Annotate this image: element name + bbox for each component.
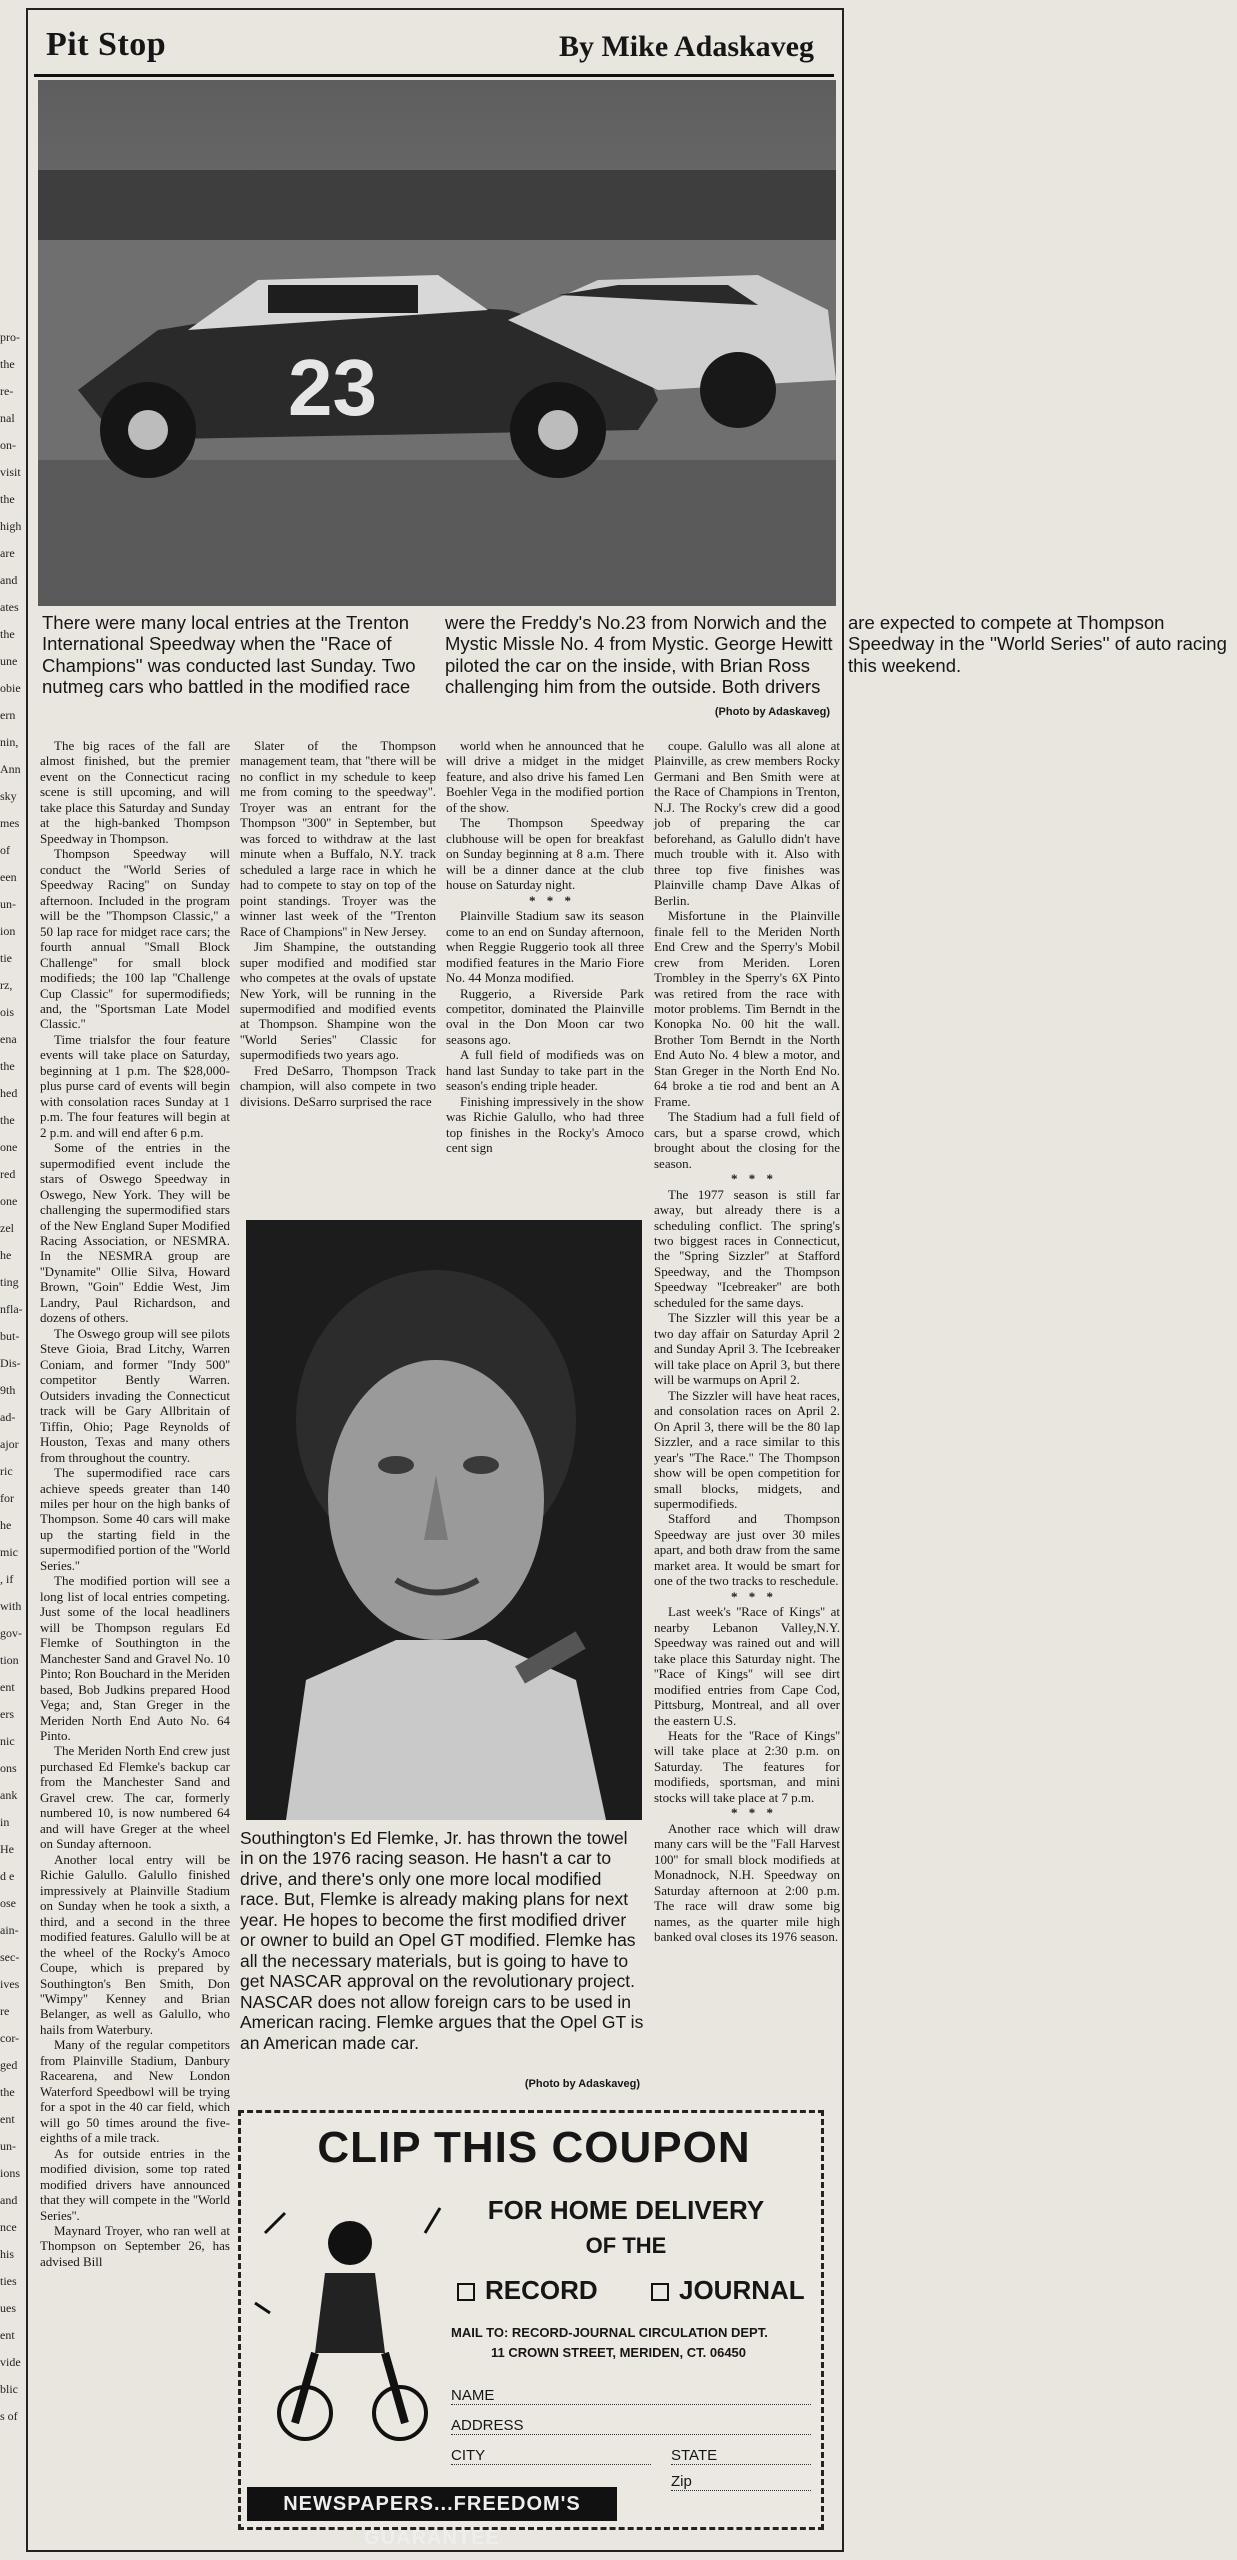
zip-field[interactable] [671,2473,811,2491]
state-label: STATE [671,2447,718,2464]
paragraph: Fred DeSarro, Thompson Track champion, will also compete in two divisions. DeSarro surprised the race [240,1062,436,1109]
fragment-word: un- [0,2139,16,2153]
fragment-word: nin, [0,735,19,749]
paragraph: The Sizzler will have heat races, and consolation races on April 2. On April 3, there will be the 80 lap Sizzler, and a race similar to this year's ''The Race.'' The Thompson show will be open competition for small blocks, midgets, and supermodifieds. [654,1387,840,1511]
paragraph: Slater of the Thompson management team, that ''there will be no conflict in my schedule to keep me from coming to the speedway''. Troyer was an entrant for the Thompson ''300'' in September, but was forced to withdraw at the last minute when a Buffalo, N.Y. track scheduled a large race in which he had to compete to stay on top of the point standings. Troyer was the winner last week of the ''Trenton Race of Champions'' in New Jersey. [240,738,436,939]
fragment-word: Dis- [0,1356,21,1370]
fragment-word: the [0,492,15,506]
fragment-word: ons [0,1761,17,1775]
paragraph: world when he announced that he will drive a midget in the midget feature, and also drive his famed Len Boehler Vega in the modified portion of the show. [446,738,644,815]
fragment-word: gov- [0,1626,22,1640]
fragment-word: ties [0,2274,17,2288]
fragment-word: une [0,654,18,668]
name-field[interactable] [451,2387,811,2405]
paragraph: Thompson Speedway will conduct the ''World Series of Speedway Racing'' on Sunday afternoon. Included in the program will be the ''Thompson Classic,'' a 50 lap race for midget race cars; the fourth annual ''Small Block Challenge'' for small block modifieds; the 100 lap ''Challenge Cup Classic'' for supermodifieds; and, the ''Sportsman Late Model Classic.'' [40,846,230,1032]
record-option[interactable] [457,2275,598,2306]
fragment-word: ena [0,1032,17,1046]
fragment-word: in [0,1815,10,1829]
fragment-word: tion [0,1653,19,1667]
section-divider: * * * [731,1805,777,1821]
paragraph: The Stadium had a full field of cars, but a sparse crowd, which brought about the closing for the season. [654,1109,840,1171]
mail-to-line: MAIL TO: RECORD-JOURNAL CIRCULATION DEPT. [451,2325,768,2340]
photo1-caption: There were many local entries at the Trenton International Speedway when the ''Race of Champions'' was conducted last Sunday. Two nutmeg cars who battled in the modified race were the Freddy's No.23 from Norwich and the Mystic Missle No. 4 from Mystic. George Hewitt piloted the car on the inside, with Brian Ross challenging him from the outside. Both drivers are expected to compete at Thompson Speedway in the ''World Series'' of auto racing this weekend. [42,612,1227,698]
fragment-word: and [0,573,18,587]
fragment-word: ers [0,1707,14,1721]
city-field[interactable] [451,2447,651,2465]
record-label: RECORD [485,2275,598,2305]
fragment-word: nal [0,411,15,425]
fragment-word: one [0,1194,18,1208]
fragment-word: tie [0,951,12,965]
fragment-word: ting [0,1275,19,1289]
fragment-word: He [0,1842,14,1856]
fragment-word: rz, [0,978,13,992]
fragment-word: , if [0,1572,14,1586]
name-label: NAME [451,2387,495,2404]
fragment-word: ad- [0,1410,16,1424]
paragraph: As for outside entries in the modified division, some top rated modified drivers have announced that they will compete in the ''World Series''. [40,2145,230,2223]
fragment-word: ues [0,2301,16,2315]
paragraph: The modified portion will see a long list of local entries competing. Just some of the local headliners will be Thompson regulars Ed Flemke of Southington in the Manchester Sand and Gravel No. 10 Pinto; Ron Bouchard in the Meriden based, Bob Judkins prepared Hood Vega; and, Stan Greger in the Meriden North End Auto No. 64 Pinto. [40,1573,230,1743]
column-title: Pit Stop [46,26,167,63]
fragment-word: ged [0,2058,18,2072]
driver-portrait-photo [246,1220,642,1820]
fragment-word: he [0,1518,12,1532]
article-column-1 [40,738,230,2550]
fragment-word: he [0,1248,12,1262]
fragment-word: the [0,1059,15,1073]
slogan-banner: NEWSPAPERS...FREEDOM'S GUARANTEE [247,2487,617,2521]
fragment-word: are [0,546,15,560]
record-checkbox[interactable] [457,2283,475,2301]
fragment-word: ions [0,2166,21,2180]
paragraph: The 1977 season is still far away, but already there is a scheduling conflict. The spring's two biggest races in Connecticut, the ''Spring Sizzler'' at Stafford Speedway, and the Thompson Speedway ''Icebreaker'' are both scheduled for the same days. [654,1186,840,1310]
mail-address-line: 11 CROWN STREET, MERIDEN, CT. 06450 [491,2345,747,2360]
fragment-word: the [0,1113,15,1127]
fragment-word: vide [0,2355,21,2369]
fragment-word: blic [0,2382,18,2396]
zip-label: Zip [671,2473,692,2490]
paragraph: Stafford and Thompson Speedway are just over 30 miles apart, and both draw from the same market area. It would be smart for one of the two tracks to reschedule. [654,1511,840,1589]
paragraph: The supermodified race cars achieve speeds greater than 140 miles per hour on the high banks of Thompson. Some 40 cars will make up the starting field in the supermodified portion of the ''World Series.'' [40,1465,230,1573]
fragment-word: re- [0,384,14,398]
coupon-title: CLIP THIS COUPON [317,2123,751,2172]
race-cars-illustration [38,80,836,606]
photo2-caption: Southington's Ed Flemke, Jr. has thrown the towel in on the 1976 racing season. He hasn't a car to drive, and there's only one more local modified race. But, Flemke is already making plans for next year. He hopes to become the first modified driver or owner to build an Opel GT modified. Flemke has all the necessary materials, but is going to have to get NASCAR approval on the revolutionary project. NASCAR does not allow foreign cars to be used in American racing. Flemke argues that the Opel GT is an American made car. [240,1828,644,2053]
fragment-word: ent [0,1680,15,1694]
paragraph: The Meriden North End crew just purchased Ed Flemke's backup car from the Manchester Sand and Gravel crew. The car, formerly numbered 10, is now numbered 64 and will have Greger at the wheel on Sunday afternoon. [40,1743,230,1852]
fragment-word: ose [0,1896,16,1910]
fragment-word: pro- [0,330,20,344]
fragment-word: nce [0,2220,17,2234]
fragment-word: one [0,1140,18,1154]
fragment-word: ent [0,2328,15,2342]
fragment-word: Ann [0,762,21,776]
fragment-word: the [0,2085,15,2099]
article-column-2 [240,738,436,1208]
paragraph: Maynard Troyer, who ran well at Thompson on September 26, has advised Bill [40,2223,230,2269]
coupon-line2: OF THE [585,2233,667,2258]
column-header [34,16,834,77]
fragment-word: ric [0,1464,13,1478]
fragment-word: een [0,870,17,884]
fragment-word: on- [0,438,16,452]
section-divider: * * * [731,1588,777,1604]
paragraph: The Thompson Speedway clubhouse will be open for breakfast on Sunday beginning at 8 a.m. There will be a dinner dance at the club house on Saturday night. [446,815,644,893]
fragment-word: d e [0,1869,15,1883]
journal-checkbox[interactable] [651,2283,669,2301]
paragraph: The Oswego group will see pilots Steve Gioia, Brad Litchy, Warren Coniam, and former ''Indy 500'' competitor Bently Warren. Outsiders invading the Connecticut track will be Gary Allbritain of Tiffin, Ohio; Page Reynolds of Houston, Texas and many others from throughout the country. [40,1325,230,1465]
fragment-word: the [0,357,15,371]
fragment-word: nic [0,1734,15,1748]
paragraph: Time trialsfor the four feature events will take place on Saturday, beginning at 1 p.m. The $28,000-plus purse card of events will begin with consolation races Sunday at 1 p.m. The four features will begin at 2 p.m. and will end after 6 p.m. [40,1031,230,1140]
fragment-word: sky [0,789,17,803]
paragraph: The big races of the fall are almost finished, but the premier event on the Connecticut racing scene is still upcoming, and will take place this Saturday and Sunday at the high-banked Thompson Speedway in Thompson. [40,738,230,846]
fragment-word: ain- [0,1923,19,1937]
fragment-word: high [0,519,22,533]
paragraph: Heats for the ''Race of Kings'' will take place at 2:30 p.m. on Saturday. The features for modifieds, sportsman, and mini stocks will take place at 7 p.m. [654,1728,840,1805]
paragraph: Many of the regular competitors from Plainville Stadium, Danbury Racearena, and New London Waterford Speedbowl will be trying for a spot in the 40 car field, which will go 50 times around the five-eighths of a mile track. [40,2037,230,2146]
fragment-word: ent [0,2112,15,2126]
fragment-word: but- [0,1329,20,1343]
fragment-word: ates [0,600,19,614]
paragraph: A full field of modifieds was on hand last Sunday to take part in the season's ending triple header. [446,1047,644,1094]
coupon-line1: FOR HOME DELIVERY [487,2195,765,2225]
article-column-4 [654,738,840,2098]
city-label: CITY [451,2447,486,2464]
fragment-word: un- [0,897,16,911]
fragment-word: his [0,2247,15,2261]
home-delivery-coupon [238,2110,824,2549]
fragment-word: hed [0,1086,18,1100]
fragment-word: for [0,1491,14,1505]
state-field[interactable] [671,2447,811,2465]
fragment-word: visit [0,465,21,479]
journal-label: JOURNAL [679,2275,805,2305]
fragment-word: red [0,1167,16,1181]
fragment-word: mes [0,816,20,830]
address-field[interactable] [451,2417,811,2435]
paragraph: Last week's ''Race of Kings'' at nearby Lebanon Valley,N.Y. Speedway was rained out and will take place this Saturday night. The ''Race of Kings'' will see dirt modified entries from Cape Cod, Pittsburg, Montreal, and all over the eastern U.S. [654,1604,840,1728]
adjacent-column-fragment [0,330,22,2560]
paragraph: Another local entry will be Richie Galullo. Galullo finished impressively at Plainville Stadium on Sunday when he took a sixth, a third, and a second in the three modified features. Galullo will be at the wheel of the Rocky's Amoco Coupe, which is prepared by Southington's Ben Smith, Don ''Wimpy'' Kenney and Brian Belanger, as well as Galullo, who hails from Waterbury. [40,1851,230,2037]
photo1-credit: (Photo by Adaskaveg) [714,706,830,718]
fragment-word: ion [0,924,16,938]
fragment-word: ajor [0,1437,19,1451]
fragment-word: cor- [0,2031,20,2045]
fragment-word: nfla- [0,1302,23,1316]
fragment-word: mic [0,1545,18,1559]
fragment-word: 9th [0,1383,16,1397]
driver-portrait-illustration [246,1220,642,1820]
race-cars-photo [38,80,836,606]
fragment-word: zel [0,1221,14,1235]
paragraph: Jim Shampine, the outstanding super modified and modified star who competes at the ovals of upstate New York, will be running in the supermodified and modified events at Thompson. Shampine won the ''World Series'' Classic for supermodifieds two years ago. [240,939,436,1063]
journal-option[interactable] [651,2275,805,2306]
byline: By Mike Adaskaveg [558,30,814,63]
section-divider: * * * [731,1171,777,1187]
article-column-3 [446,738,644,1208]
fragment-word: ives [0,1977,20,1991]
fragment-word: and [0,2193,18,2207]
address-label: ADDRESS [451,2417,524,2434]
fragment-word: with [0,1599,22,1613]
fragment-word: obie [0,681,21,695]
paragraph: Some of the entries in the supermodified event include the stars of Oswego Speedway in Oswego, New York. They will be challenging the supermodified stars of the New England Super Modified Racing Association, or NESMRA. In the NESMRA group are ''Dynamite'' Ollie Silva, Howard Brown, ''Goin'' Eddie West, Jim Landry, Paul Richardson, and dozens of others. [40,1140,230,1326]
fragment-word: ern [0,708,16,722]
paragraph: Finishing impressively in the show was Richie Galullo, who had three top finishes in the Rocky's Amoco cent sign [446,1093,644,1156]
section-divider: * * * [529,892,575,908]
fragment-word: the [0,627,15,641]
fragment-word: ois [0,1005,15,1019]
paragraph: Misfortune in the Plainville finale fell to the Meriden North End Crew and the Sperry's Mobil crew from Meriden. Loren Trombley in the Sperry's 6X Pinto was retired from the race with motor problems. Tim Berndt in the Konopka No. 00 hit the wall. Brother Tom Berndt in the North End Auto No. 4 blew a motor, and Stan Greger in the North End No. 64 broke a tie rod and bent an A Frame. [654,908,840,1109]
newsboy-illustration [255,2193,445,2443]
paragraph: coupe. Galullo was all alone at Plainville, as crew members Rocky Germani and Ben Smith were at the Race of Champions in Trenton, N.J. The Rocky's crew did a good job of preparing the car beforehand, as Galullo didn't have much trouble with it. Also with three top five finishes was Plainville champ Dave Alkas of Berlin. [654,738,840,908]
fragment-word: ank [0,1788,18,1802]
fragment-word: re [0,2004,10,2018]
fragment-word: s of [0,2409,18,2423]
fragment-word: of [0,843,10,857]
paragraph: The Sizzler will this year be a two day affair on Saturday April 2 and Sunday April 3. The Icebreaker will take place on April 3, but there will be warmups on April 2. [654,1310,840,1388]
paragraph: Another race which will draw many cars will be the ''Fall Harvest 100'' for small block modifieds at Monadnock, N.H. Speedway on Saturday afternoon at 2:00 p.m. The race will draw some big names, as the quarter mile high banked oval closes its 1976 season. [654,1820,840,1945]
paragraph: Plainville Stadium saw its season come to an end on Sunday afternoon, when Reggie Ruggerio took all three modified features in the Mario Fiore No. 44 Monza modified. [446,908,644,986]
paragraph: Ruggerio, a Riverside Park competitor, dominated the Plainville oval in the Don Moon car two seasons ago. [446,985,644,1047]
fragment-word: sec- [0,1950,20,1964]
photo2-credit: (Photo by Adaskaveg) [524,2078,640,2090]
car-number: 23 [288,343,377,432]
